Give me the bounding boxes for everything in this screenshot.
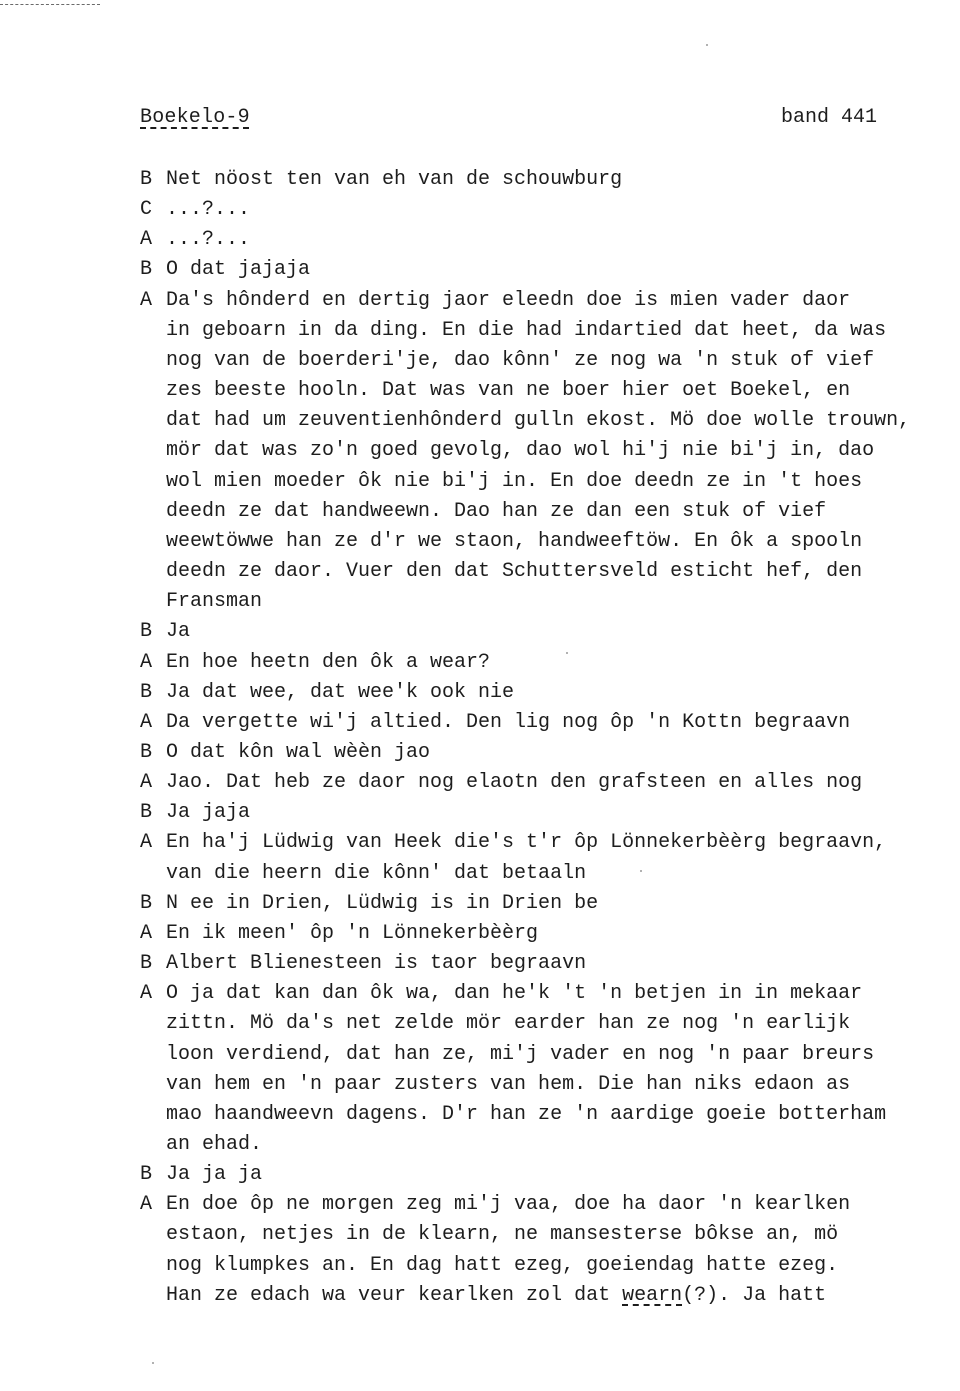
utterance-line bbox=[166, 1070, 940, 1100]
transcript-entry bbox=[140, 255, 940, 285]
utterance bbox=[166, 617, 940, 647]
utterance-text: mör dat was zo'n goed gevolg, dao wol hi'j nie bi'j in, dao bbox=[166, 439, 875, 463]
speaker-label: A bbox=[140, 228, 153, 252]
utterance-text: Da vergette wi'j altied. Den lig nog ôp 'n Kottn begraavn bbox=[166, 710, 851, 734]
utterance bbox=[166, 919, 940, 949]
utterance-line bbox=[166, 1130, 940, 1160]
utterance-text: En ik meen' ôp 'n Lönnekerbèèrg bbox=[166, 921, 539, 945]
utterance-line bbox=[166, 587, 940, 617]
utterance-line bbox=[166, 467, 940, 497]
utterance-text: van hem en 'n paar zusters van hem. Die han niks edaon as bbox=[166, 1072, 851, 1096]
speaker-label: B bbox=[140, 620, 153, 644]
transcript-entry bbox=[140, 798, 940, 828]
utterance-text: En doe ôp ne morgen zeg mi'j vaa, doe ha daor 'n kearlken bbox=[166, 1193, 851, 1217]
utterance-text: dat had um zeuventienhônderd gulln ekost. Mö doe wolle trouwn, bbox=[166, 409, 911, 433]
transcript-entry bbox=[140, 648, 940, 678]
utterance-text: weewtöwwe han ze d'r we staon, handweeftöw. En ôk a spooln bbox=[166, 529, 863, 553]
utterance-line bbox=[166, 919, 940, 949]
utterance-line bbox=[166, 165, 940, 195]
transcript-entry bbox=[140, 979, 940, 1160]
utterance-text: Jao. Dat heb ze daor nog elaotn den grafsteen en alles nog bbox=[166, 771, 863, 795]
utterance-line bbox=[166, 1190, 940, 1220]
utterance-text: zittn. Mö da's net zelde mör earder han ze nog 'n earlijk bbox=[166, 1012, 851, 1036]
utterance-text: in geboarn in da ding. En die had indartied dat heet, da was bbox=[166, 318, 887, 342]
utterance bbox=[166, 165, 940, 195]
scan-speck bbox=[152, 1362, 154, 1364]
tape-number: band 441 bbox=[781, 106, 878, 129]
utterance-line bbox=[166, 346, 940, 376]
transcript-entry bbox=[140, 195, 940, 225]
utterance bbox=[166, 286, 940, 618]
utterance-line bbox=[166, 406, 940, 436]
utterance-line bbox=[166, 768, 940, 798]
utterance bbox=[166, 949, 940, 979]
transcript-entry bbox=[140, 165, 940, 195]
utterance-line bbox=[166, 527, 940, 557]
utterance bbox=[166, 195, 940, 225]
transcript-entry bbox=[140, 919, 940, 949]
scan-speck bbox=[566, 652, 568, 654]
utterance-line bbox=[166, 1251, 940, 1281]
underlined-word: wearn bbox=[622, 1283, 683, 1307]
utterance-text: En hoe heetn den ôk a wear? bbox=[166, 650, 491, 674]
utterance-text: Albert Blienesteen is taor begraavn bbox=[166, 952, 587, 976]
utterance-text: Fransman bbox=[166, 590, 263, 614]
transcript-entry bbox=[140, 708, 940, 738]
utterance bbox=[166, 708, 940, 738]
speaker-label: B bbox=[140, 680, 153, 704]
speaker-label: B bbox=[140, 740, 153, 764]
utterance-line bbox=[166, 617, 940, 647]
utterance-text: N ee in Drien, Lüdwig is in Drien be bbox=[166, 891, 599, 915]
scan-speck bbox=[640, 870, 642, 872]
utterance-text: nog klumpkes an. En dag hatt ezeg, goeiendag hatte ezeg. bbox=[166, 1253, 839, 1277]
transcript-entry bbox=[140, 768, 940, 798]
speaker-label: A bbox=[140, 710, 153, 734]
utterance-line bbox=[166, 648, 940, 678]
transcript-entry bbox=[140, 286, 940, 618]
transcript-entry bbox=[140, 225, 940, 255]
utterance-line bbox=[166, 708, 940, 738]
speaker-label: B bbox=[140, 952, 153, 976]
utterance-text: O ja dat kan dan ôk wa, dan he'k 't 'n betjen in in mekaar bbox=[166, 982, 863, 1006]
utterance-text: ...?... bbox=[166, 228, 251, 252]
utterance-line bbox=[166, 376, 940, 406]
utterance-text: ...?... bbox=[166, 198, 251, 222]
speaker-label: A bbox=[140, 982, 153, 1006]
utterance-line bbox=[166, 678, 940, 708]
utterance-line bbox=[166, 1040, 940, 1070]
utterance-text: Ja bbox=[166, 620, 191, 644]
utterance-text: an ehad. bbox=[166, 1133, 263, 1156]
utterance bbox=[166, 255, 940, 285]
utterance-line bbox=[166, 497, 940, 527]
speaker-label: A bbox=[140, 771, 153, 795]
speaker-label: B bbox=[140, 891, 153, 915]
utterance bbox=[166, 889, 940, 919]
top-edge-mark bbox=[0, 4, 100, 5]
utterance-line bbox=[166, 316, 940, 346]
utterance bbox=[166, 1160, 940, 1190]
utterance bbox=[166, 225, 940, 255]
utterance-line bbox=[166, 1160, 940, 1190]
utterance-text: nog van de boerderi'je, dao kônn' ze nog wa 'n stuk of vief bbox=[166, 348, 875, 372]
utterance-text: zes beeste hooln. Dat was van ne boer hier oet Boekel, en bbox=[166, 379, 851, 403]
utterance-text: Ja ja ja bbox=[166, 1163, 263, 1187]
document-title: Boekelo-9 bbox=[140, 106, 250, 129]
speaker-label: B bbox=[140, 801, 153, 825]
speaker-label: B bbox=[140, 258, 153, 282]
utterance-text: loon verdiend, dat han ze, mi'j vader en nog 'n paar breurs bbox=[166, 1042, 875, 1066]
utterance-text: En ha'j Lüdwig van Heek die's t'r ôp Lönnekerbèèrg begraavn, bbox=[166, 831, 887, 855]
scan-speck bbox=[706, 44, 708, 46]
utterance-line bbox=[166, 828, 940, 858]
utterance bbox=[166, 768, 940, 798]
speaker-label: A bbox=[140, 831, 153, 855]
transcript-entry bbox=[140, 1160, 940, 1190]
utterance-line bbox=[166, 798, 940, 828]
utterance-text: Ja dat wee, dat wee'k ook nie bbox=[166, 680, 515, 704]
utterance-line bbox=[166, 949, 940, 979]
transcript-entry bbox=[140, 949, 940, 979]
utterance-line bbox=[166, 1100, 940, 1130]
utterance-text: van die heern die kônn' dat betaaln bbox=[166, 861, 587, 885]
utterance bbox=[166, 979, 940, 1160]
speaker-label: A bbox=[140, 288, 153, 312]
speaker-label: A bbox=[140, 650, 153, 674]
utterance-line bbox=[166, 286, 940, 316]
utterance-text: wol mien moeder ôk nie bi'j in. En doe deedn ze in 't hoes bbox=[166, 469, 863, 493]
utterance bbox=[166, 1190, 940, 1311]
utterance-text: estaon, netjes in de klearn, ne mansesterse bôkse an, mö bbox=[166, 1223, 839, 1247]
utterance bbox=[166, 798, 940, 828]
utterance-line bbox=[166, 979, 940, 1009]
utterance-line bbox=[166, 738, 940, 768]
utterance-line bbox=[166, 195, 940, 225]
utterance-line bbox=[166, 889, 940, 919]
speaker-label: A bbox=[140, 921, 153, 945]
utterance-text: mao haandweevn dagens. D'r han ze 'n aardige goeie botterham bbox=[166, 1102, 887, 1126]
utterance-line bbox=[166, 557, 940, 587]
utterance-text: Ja jaja bbox=[166, 801, 251, 825]
utterance bbox=[166, 678, 940, 708]
speaker-label: A bbox=[140, 1193, 153, 1217]
utterance-line bbox=[166, 1009, 940, 1039]
utterance-line bbox=[166, 1220, 940, 1250]
utterance-text: Da's hônderd en dertig jaor eleedn doe is mien vader daor bbox=[166, 288, 851, 312]
speaker-label: B bbox=[140, 1163, 153, 1187]
utterance-text: deedn ze daor. Vuer den dat Schuttersveld esticht hef, den bbox=[166, 560, 863, 584]
utterance-line bbox=[166, 225, 940, 255]
utterance bbox=[166, 828, 940, 888]
utterance-tail: (?). Ja hatt bbox=[682, 1283, 827, 1307]
transcript-entry bbox=[140, 1190, 940, 1311]
utterance-line bbox=[166, 1281, 940, 1311]
utterance bbox=[166, 738, 940, 768]
speaker-label: C bbox=[140, 198, 153, 222]
utterance-line bbox=[166, 436, 940, 466]
utterance-line bbox=[166, 255, 940, 285]
transcript-body bbox=[140, 165, 940, 1311]
utterance-line bbox=[166, 859, 940, 889]
utterance bbox=[166, 648, 940, 678]
utterance-text: Net nöost ten van eh van de schouwburg bbox=[166, 168, 623, 191]
transcript-entry bbox=[140, 828, 940, 888]
transcript-entry bbox=[140, 738, 940, 768]
transcript-entry bbox=[140, 617, 940, 647]
utterance-text: O dat kôn wal wèèn jao bbox=[166, 740, 431, 764]
speaker-label: B bbox=[140, 168, 153, 191]
transcript-entry bbox=[140, 889, 940, 919]
utterance-text: deedn ze dat handweewn. Dao han ze dan een stuk of vief bbox=[166, 499, 827, 523]
utterance-text: O dat jajaja bbox=[166, 258, 311, 282]
transcript-entry bbox=[140, 678, 940, 708]
utterance-text: Han ze edach wa veur kearlken zol dat bbox=[166, 1283, 623, 1307]
